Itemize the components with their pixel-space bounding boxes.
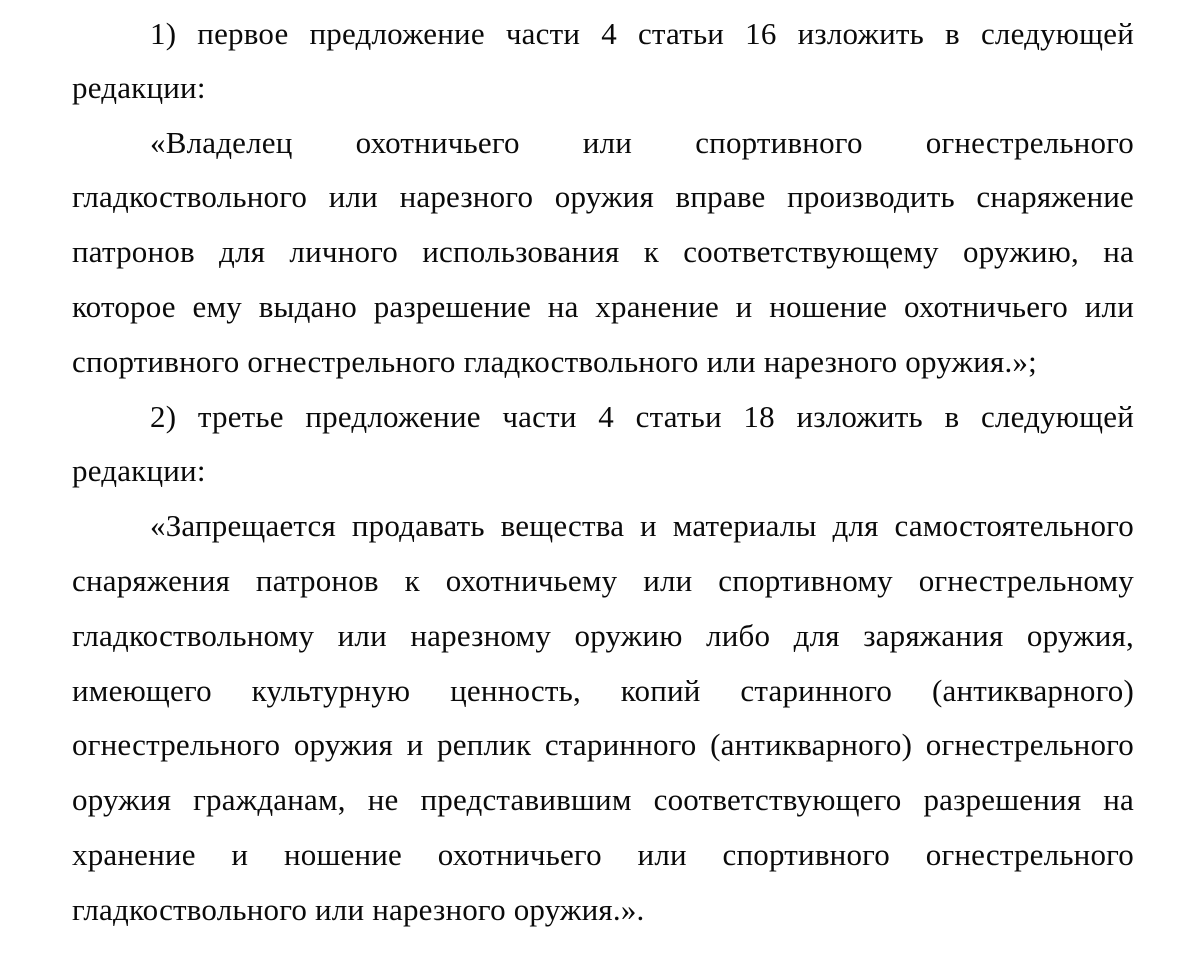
text-line-quote1-1: «Владелец охотничьего или спортивного огнестрельного [150,125,1134,160]
text-line-quote2-4: имеющего культурную ценность, копий старинного (антикварного) [72,673,1134,708]
text-line-quote2-2: снаряжения патронов к охотничьему или спортивному огнестрельному [72,563,1134,598]
text-line-quote2-7: хранение и ношение охотничьего или спортивного огнестрельного [72,837,1134,872]
text-line-quote2-8: гладкоствольного или нарезного оружия.». [72,892,645,927]
text-line-quote2-6: оружия гражданам, не представившим соответствующего разрешения на [72,782,1134,817]
text-line-quote2-5: огнестрельного оружия и реплик старинного (антикварного) огнестрельного [72,727,1134,762]
text-line-item1-2: редакции: [72,70,206,105]
text-line-quote1-3: патронов для личного использования к соответствующему оружию, на [72,234,1134,269]
text-line-quote1-5: спортивного огнестрельного гладкоствольного или нарезного оружия.»; [72,344,1037,379]
text-line-item2-1: 2) третье предложение части 4 статьи 18 изложить в следующей [150,399,1134,434]
text-line-quote1-4: которое ему выдано разрешение на хранение и ношение охотничьего или [72,289,1134,324]
text-line-quote1-2: гладкоствольного или нарезного оружия вправе производить снаряжение [72,179,1134,214]
text-line-item1-1: 1) первое предложение части 4 статьи 16 изложить в следующей [150,16,1134,51]
text-line-item2-2: редакции: [72,453,206,488]
text-line-quote2-1: «Запрещается продавать вещества и материалы для самостоятельного [150,508,1134,543]
text-line-quote2-3: гладкоствольному или нарезному оружию либо для заряжания оружия, [72,618,1134,653]
